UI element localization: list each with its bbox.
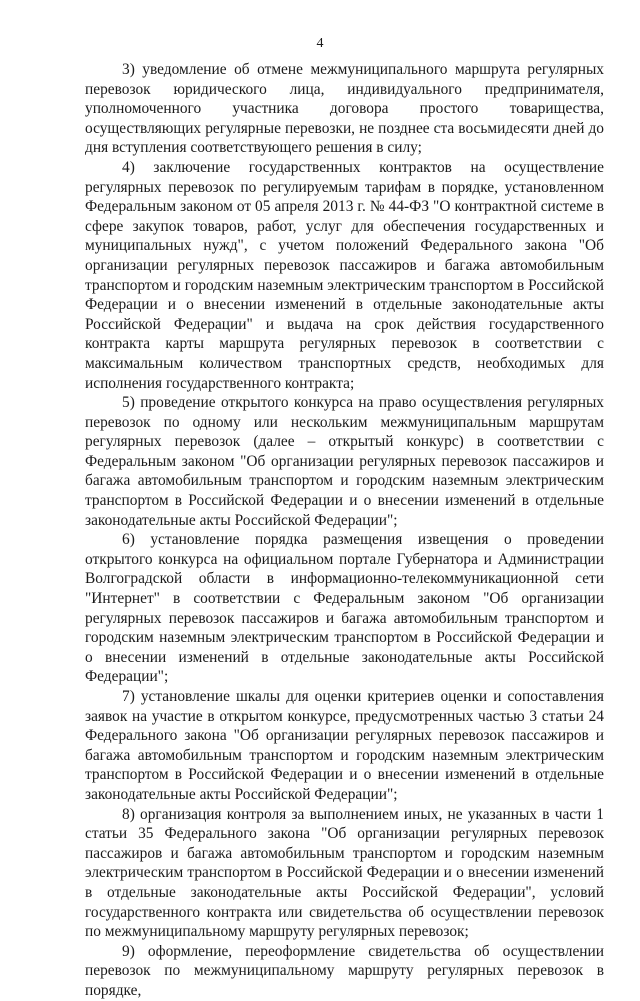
text-line: товаров, работ, услуг для обеспечения государственных и муниципальных нужд", <box>85 217 604 255</box>
text-line: 4) заключение государственных контрактов на осуществление регулярных <box>85 158 604 196</box>
text-line: и багажа автомобильным транспортом и городским наземным электрическим <box>85 727 604 764</box>
text-line: в соответствии с Федеральным законом "Об организации регулярных перевозок <box>85 590 604 627</box>
text-line: в отдельные законодательные акты Российской Федерации"; <box>85 648 604 686</box>
paragraph-item-6 <box>85 805 604 942</box>
text-line: области в информационно-телекоммуникационной сети "Интернет" <box>85 570 604 608</box>
text-line: по межмуниципальному маршруту регулярных перевозок; <box>85 923 469 941</box>
text-line: перевозок по одному или нескольким межмуниципальным маршрутам <box>85 413 604 431</box>
text-line: перевозок юридического лица, индивидуального предпринимателя, <box>85 80 604 98</box>
paragraph-item-2 <box>85 158 604 393</box>
text-line: государственного контракта или свидетельства об осуществлении перевозок <box>85 903 604 921</box>
paragraph-item-5 <box>85 687 604 805</box>
text-line: транспортом в Российской Федерации и о внесении изменений в отдельные <box>85 492 604 510</box>
text-line: перевозок пассажиров и багажа автомобильным транспортом и городским <box>85 256 604 294</box>
text-line: транспортом в Российской Федерации и о внесении изменений в отдельные <box>85 766 604 784</box>
document-body <box>85 60 604 1001</box>
paragraph-item-4 <box>85 530 604 687</box>
text-line: Федерального закона "Об организации регулярных перевозок пассажиров <box>85 727 589 745</box>
text-line: в отдельные законодательные акты Российской Федерации", условий <box>85 883 604 901</box>
text-line: и багажа автомобильным транспортом и городским наземным электрическим <box>85 452 604 490</box>
text-line: электрическим транспортом в Российской Федерации и о внесении изменений <box>85 629 604 666</box>
text-line: перевозок по регулируемым тарифам в порядке, установленном Федеральным <box>85 178 604 216</box>
text-line: с Федеральным законом "Об организации регулярных перевозок пассажиров <box>85 433 604 470</box>
text-line: 3) уведомление об отмене межмуниципального маршрута регулярных <box>122 61 604 78</box>
text-line: пассажиров и багажа автомобильным транспортом и городским наземным <box>85 609 604 647</box>
text-line: на срок действия государственного контракта карты маршрута регулярных <box>85 315 604 353</box>
text-line: законодательные акты Российской Федерации"; <box>85 785 398 803</box>
page-number: 4 <box>316 36 324 51</box>
text-line: конкурса на официальном портале Губернатора и Администрации Волгоградской <box>85 550 604 588</box>
text-line: необходимых для исполнения государственного контракта; <box>85 354 604 392</box>
text-line: перевозок по межмуниципальному маршруту регулярных перевозок в порядке, <box>85 962 604 999</box>
text-line: заявок на участие в открытом конкурсе, предусмотренных частью 3 статьи 24 <box>85 707 604 725</box>
text-line: электрическим транспортом в Российской Федерации и о внесении изменений <box>85 864 604 882</box>
text-line: законодательные акты Российской Федерации"; <box>85 511 398 529</box>
text-line: 9) оформление, переоформление свидетельства об осуществлении <box>122 942 604 960</box>
paragraph-item-1 <box>85 60 604 158</box>
text-line: с учетом положений Федерального закона "Об организации регулярных <box>85 237 604 274</box>
text-line: соответствующего решения в силу; <box>190 139 422 157</box>
paragraph-item-3 <box>85 393 604 530</box>
text-line: 8) организация контроля за выполнением иных, не указанных в части 1 <box>122 805 604 823</box>
text-line: 7) установление шкалы для оценки критериев оценки и сопоставления <box>122 688 604 705</box>
text-line: регулярных перевозок (далее – открытый конкурс) в соответствии <box>85 433 585 451</box>
paragraph-item-7 <box>85 942 604 1001</box>
text-line: регулярные перевозки, не позднее ста восьмидесяти дней до дня вступления <box>85 119 604 157</box>
text-line: статьи 35 Федерального закона "Об организации регулярных перевозок <box>85 825 604 843</box>
text-line: перевозок в соответствии с максимальным количеством транспортных средств, <box>85 335 604 372</box>
text-line: изменений в отдельные законодательные акты Российской Федерации" и выдача <box>85 296 605 333</box>
text-line: уполномоченного участника договора простого товарищества, осуществляющих <box>85 100 604 137</box>
text-line: пассажиров и багажа автомобильным транспортом и городским наземным <box>85 844 604 862</box>
text-line: законом от 05 апреля 2013 г. № 44-ФЗ "О контрактной системе в сфере закупок <box>85 198 604 235</box>
text-line: 5) проведение открытого конкурса на право осуществления регулярных <box>122 394 604 412</box>
text-line: наземным электрическим транспортом в Российской Федерации и о внесении <box>85 276 604 314</box>
text-line: 6) установление порядка размещения извещения о проведении открытого <box>85 531 604 568</box>
